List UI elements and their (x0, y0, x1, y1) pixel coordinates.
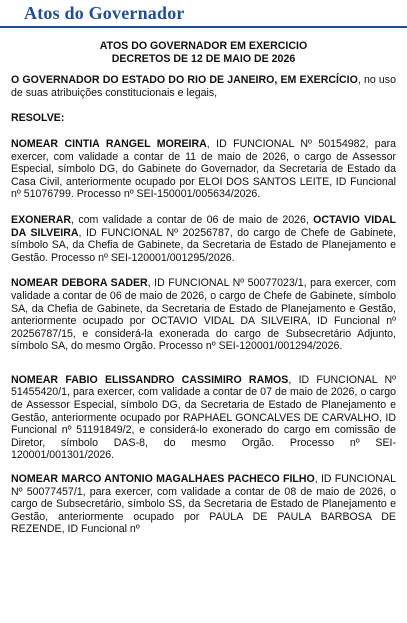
section-title: Atos do Governador (24, 3, 185, 23)
act-body: , ID FUNCIONAL Nº 51455420/1, para exercer, com validade a contar de 07 de maio de 2026, o cargo de Assessor Especial, símbolo DG, da Secretaria de Estado de Planejamento e Gestão, anteriormente ocupado por RAPHAEL GONCALVES DE CARVALHO, ID Funcional nº 51191849/2, e considerá-lo exonerado do cargo em comissão de Diretor, símbolo DAS-8, do mesmo Orgão. Processo nº SEI-120001/001301/2026. (11, 373, 396, 462)
act-body: , ID FUNCIONAL Nº 50154982, para exercer, com validade a contar de 11 de maio de 2026, o cargo de Assessor Especial, símbolo DG, do Gabinete do Governador, da Secretaria de Estado da Casa Civil, anteriormente ocupado por ELOI DOS SANTOS LEITE, ID Funcional nº 51076799. Processo nº SEI-150001/005634/2026. (11, 137, 397, 201)
resolve-heading: RESOLVE: (11, 112, 65, 125)
act-nomear-marco (11, 473, 396, 536)
act-lead: EXONERAR (11, 213, 72, 226)
act-lead: NOMEAR DEBORA SADER (11, 277, 148, 290)
section-header (0, 0, 407, 28)
act-body: , ID FUNCIONAL Nº 20256787, do cargo de Chefe de Gabinete, símbolo SA, da Chefia de Gabinete, da Secretaria de Estado de Planejamento e Gestão. Processo nº SEI-120001/001295/2026. (11, 226, 396, 264)
act-nomear-cintia (11, 138, 396, 201)
act-body: , com validade a contar de 06 de maio de 2026, (71, 213, 314, 226)
gazette-content (11, 40, 396, 536)
act-nomear-debora (11, 277, 396, 353)
act-exonerar-octavio (11, 214, 396, 264)
act-name: OCTAVIO VIDAL DA SILVEIRA (11, 213, 396, 239)
intro-paragraph (11, 74, 396, 99)
act-lead: NOMEAR CINTIA RANGEL MOREIRA (11, 137, 207, 150)
document-title (11, 40, 396, 65)
act-lead: NOMEAR FABIO ELISSANDRO CASSIMIRO RAMOS (11, 373, 289, 386)
intro-text: , no uso de suas atribuições constitucionais e legais, (11, 74, 396, 99)
intro-bold: O GOVERNADOR DO ESTADO DO RIO DE JANEIRO, EM EXERCÍCIO (11, 74, 358, 87)
document-title-line-2: DECRETOS DE 12 DE MAIO DE 2026 (111, 52, 296, 65)
act-body: , ID FUNCIONAL Nº 50077023/1, para exercer, com validade a contar de 06 de maio de 2026, o cargo de Chefe de Gabinete, símbolo SA, da Chefia de Gabinete, da Secretaria de Estado de Planejamento e Gestão, anteriormente ocupado por OCTAVIO VIDAL DA SILVEIRA, ID Funcional nº 20256787/15, e considerá-la exonerada do cargo de Subsecretário Adjunto, símbolo SA, do mesmo Orgão. Processo nº SEI-120001/001294/2026. (11, 277, 396, 353)
act-body: , ID FUNCIONAL Nº 50077457/1, para exercer, com validade a contar de 08 de maio de 2026, o cargo de Subsecretário, símbolo SS, da Secretaria de Estado de Planejamento e Gestão, anteriormente ocupado por PAULA DE PAULA BARBOSA DE REZENDE, ID Funcional nº (11, 473, 397, 536)
document-title-line-1: ATOS DO GOVERNADOR EM EXERCICIO (99, 40, 308, 52)
act-nomear-fabio (11, 374, 396, 462)
act-lead: NOMEAR MARCO ANTONIO MAGALHAES PACHECO FILHO (11, 473, 315, 486)
